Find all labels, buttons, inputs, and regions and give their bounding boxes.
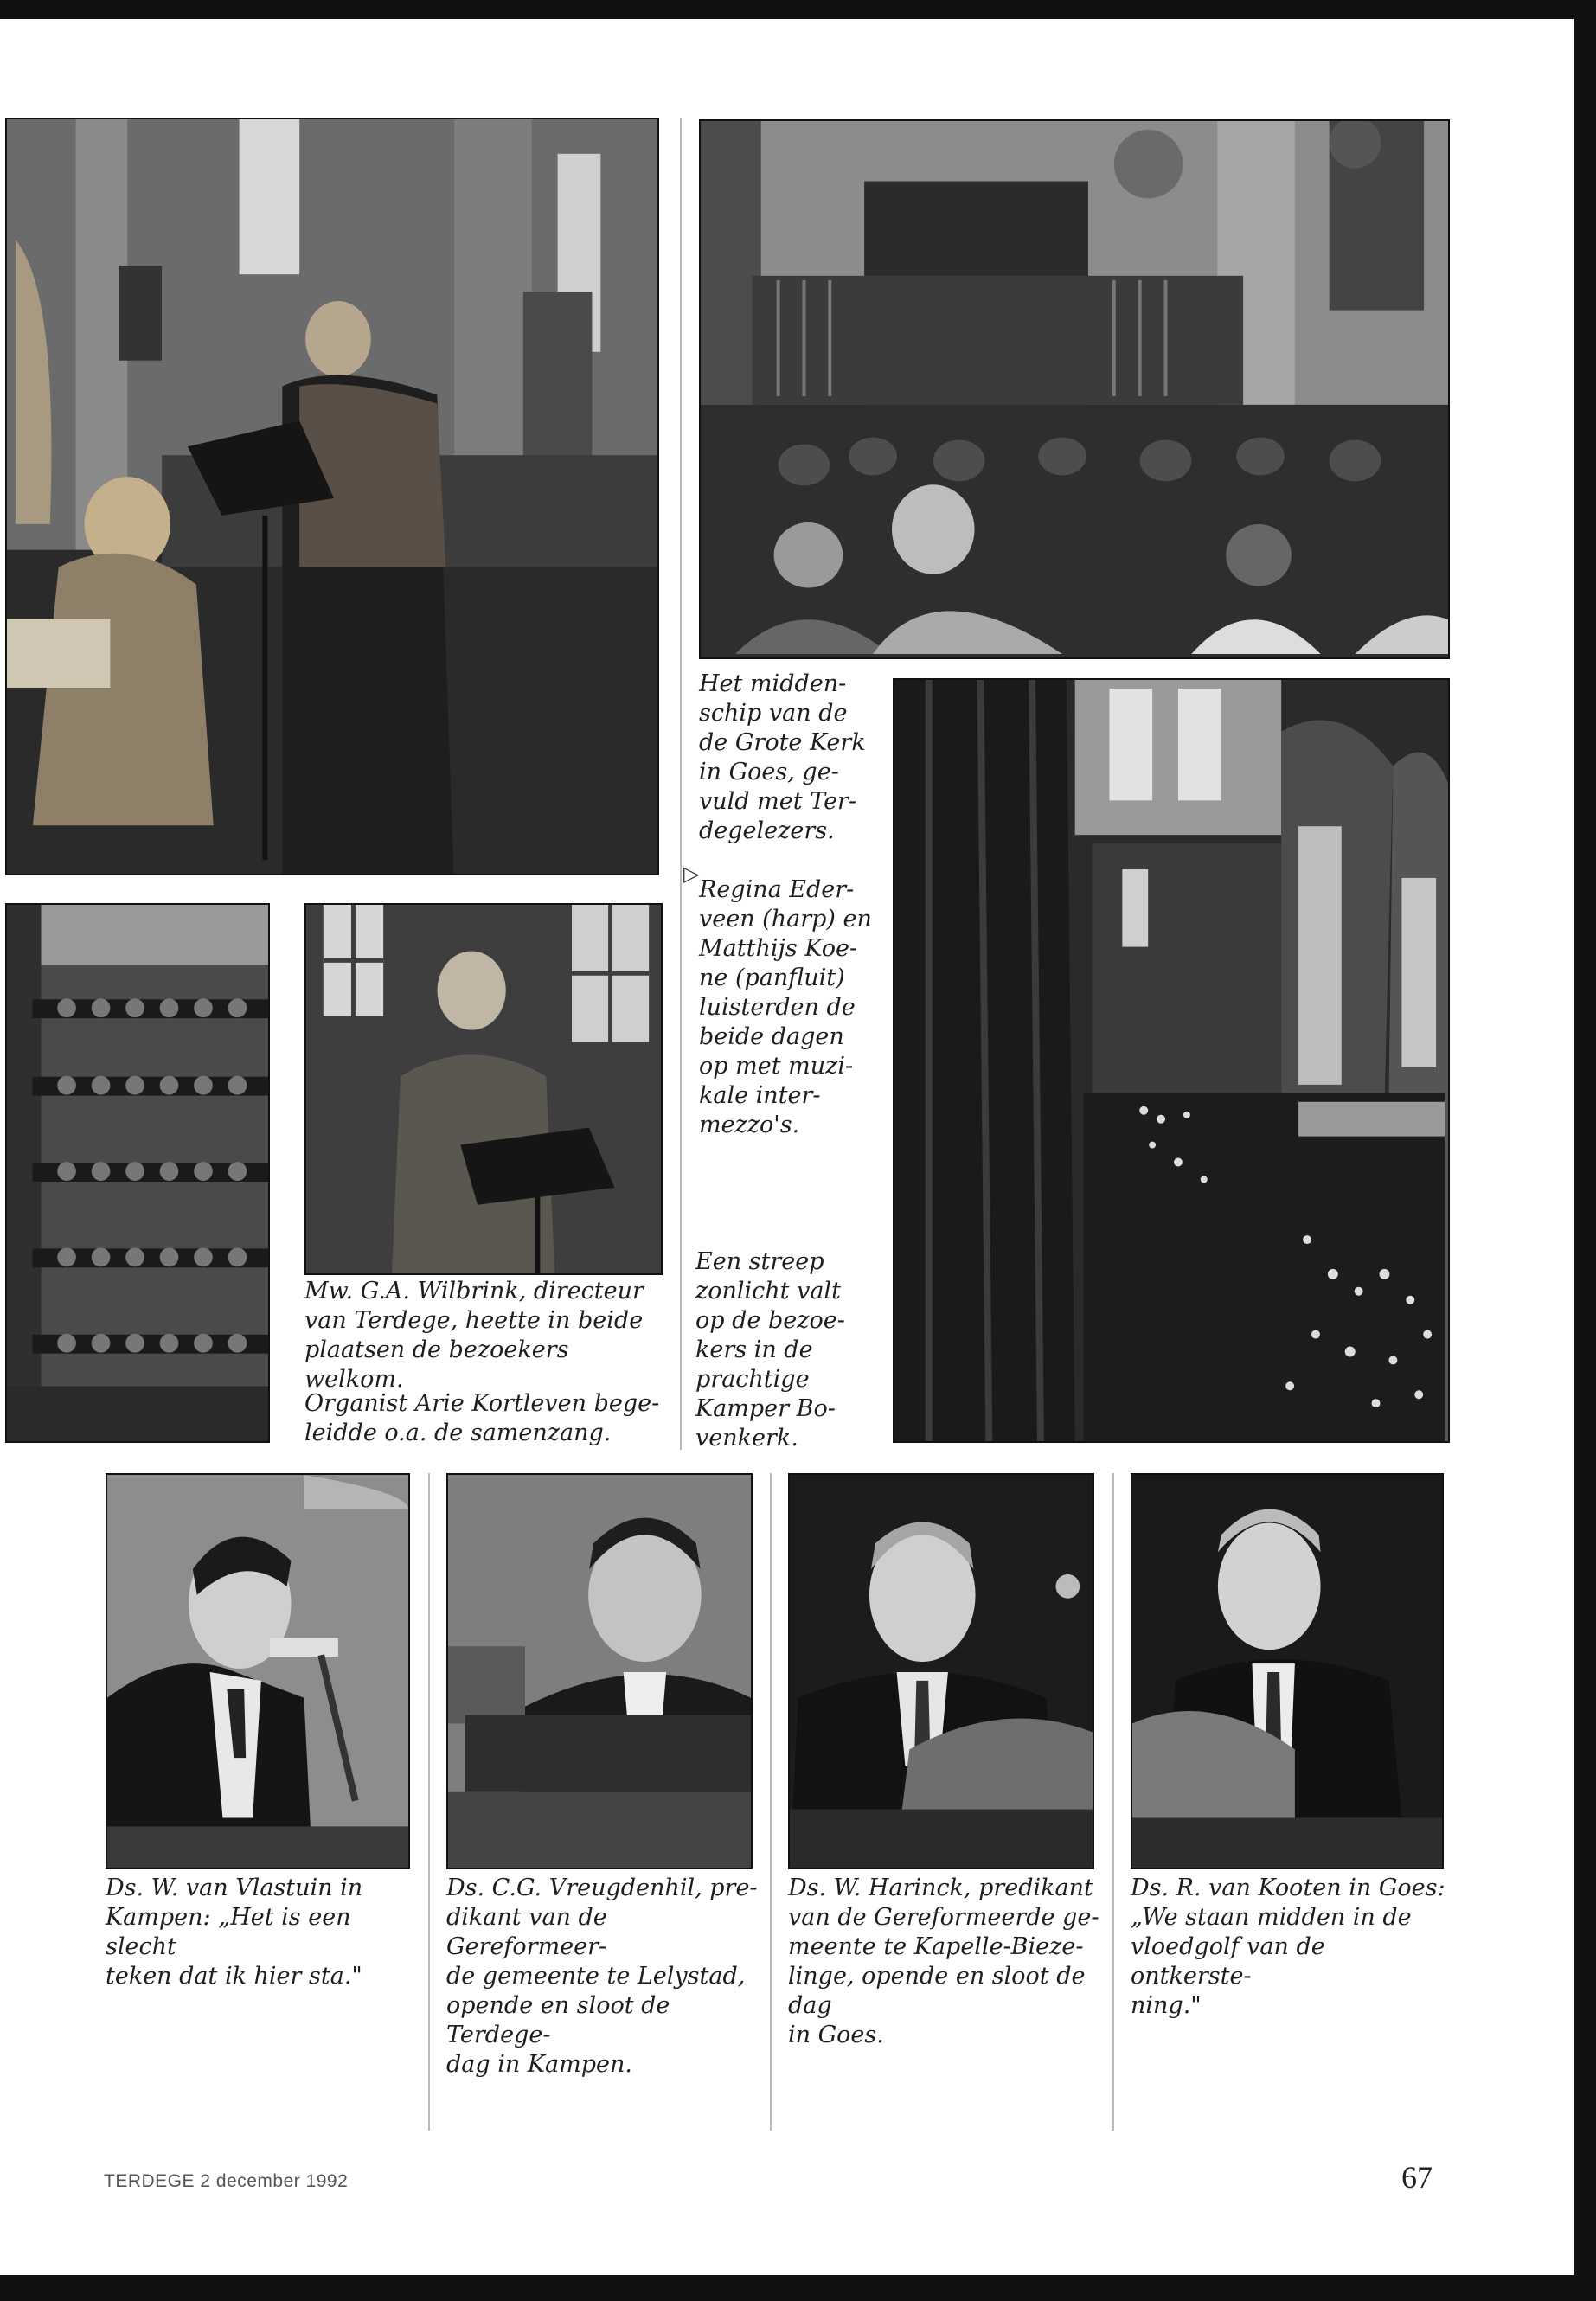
photo-gothic-church-interior bbox=[893, 678, 1450, 1443]
photo-organ-pipes bbox=[5, 903, 270, 1443]
caption-director: Mw. G.A. Wilbrink, directeur van Terdege, heette in beide plaatsen de bezoekers welkom. bbox=[304, 1278, 644, 1393]
caption-musicians: Regina Eder- veen (harp) en Matthijs Koe- ne (panfluit) luisterden de beide dagen op met muzi- kale inter- mezzo's. bbox=[699, 876, 872, 1138]
footer-publication: TERDEGE 2 december 1992 bbox=[104, 2171, 349, 2191]
caption-organist: Organist Arie Kortleven bege- leidde o.a. de samenzang. bbox=[304, 1390, 660, 1446]
photo-director-at-lectern bbox=[304, 903, 663, 1275]
photo-speaker-harinck bbox=[788, 1473, 1094, 1869]
page-number: 67 bbox=[1401, 2160, 1433, 2195]
photo-speaker-vreugdenhil bbox=[446, 1473, 753, 1869]
photo-speaker-vlastuin bbox=[106, 1473, 410, 1869]
photo-harpist-and-reader bbox=[5, 118, 659, 875]
column-rule-4 bbox=[1112, 1473, 1114, 2131]
photo-church-nave-audience bbox=[699, 119, 1450, 659]
caption-kooten: Ds. R. van Kooten in Goes: „We staan midden in de vloedgolf van de ontkerste- ning." bbox=[1131, 1875, 1445, 2019]
caption-nave: Het midden- schip van de de Grote Kerk in Goes, ge- vuld met Ter- degelezers. bbox=[699, 670, 866, 844]
caption-sunlight: Een streep zonlicht valt op de bezoe- kers in de prachtige Kamper Bo- venkerk. bbox=[695, 1248, 845, 1452]
caption-vlastuin: Ds. W. van Vlastuin in Kampen: „Het is een slecht teken dat ik hier sta." bbox=[106, 1875, 363, 1990]
column-rule-1 bbox=[680, 118, 682, 1450]
column-rule-2 bbox=[428, 1473, 430, 2131]
caption-pointer-icon: ▷ bbox=[683, 862, 700, 886]
caption-vreugdenhil: Ds. C.G. Vreugdenhil, pre- dikant van de Gereformeer- de gemeente te Lelystad, opende en sloot de Terdege- dag in Kampen. bbox=[446, 1875, 758, 2078]
column-rule-3 bbox=[770, 1473, 772, 2131]
caption-harinck: Ds. W. Harinck, predikant van de Gereformeerde ge- meente te Kapelle-Bieze- linge, opende en sloot de dag in Goes. bbox=[788, 1875, 1099, 2048]
photo-speaker-kooten bbox=[1131, 1473, 1444, 1869]
